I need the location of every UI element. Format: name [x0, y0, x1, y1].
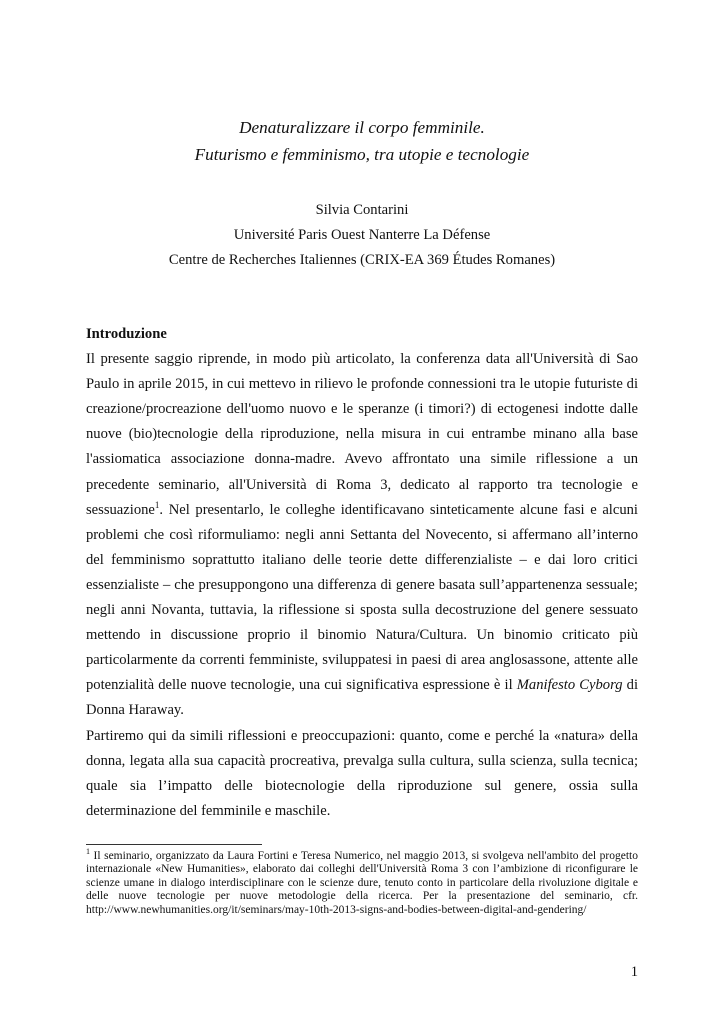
author-university: Université Paris Ouest Nanterre La Défense	[233, 227, 491, 243]
body-text	[86, 322, 638, 824]
footnote-reference: 1	[154, 499, 160, 510]
title-block	[0, 114, 724, 168]
paragraph-1-part-a: Il presente saggio riprende, in modo più articolato, la conferenza data all'Università di Sao Paulo in aprile 2015, in cui mettevo in rilievo le profonde connessioni tra le utopie futuriste di creazione/procreazione dell'uomo nuovo e le speranze (i timori?) di ectogenesi indotte dalle nuove (bio)tecnologie della riproduzione, nella misura in cui entrambe minano alla base l'assiomatica associazione donna-madre. Avevo affrontato una simile riflessione a un precedente seminario, all'Università di Roma 3, dedicato al rapporto tra tecnologie e sessuazione	[86, 351, 638, 518]
section-heading: Introduzione	[86, 326, 167, 342]
author-centre: Centre de Recherches Italiennes (CRIX-EA 369 Études Romanes)	[168, 252, 556, 268]
page-number: 1	[630, 964, 638, 980]
title-line-1: Denaturalizzare il corpo femminile.	[239, 118, 485, 137]
paragraph-1	[86, 347, 638, 723]
footnote-text: Il seminario, organizzato da Laura Fortini e Teresa Numerico, nel maggio 2013, si svolgeva nell'ambito del progetto internazionale «New Humanities», elaborato dai colleghi dell'Università Roma 3 con l’ambizione di riconfigurare le scienze umane in dialogo interdisciplinare con le scienze dure, tenuto conto in particolare della rivoluzione digitale e delle nuove tecnologie per nuove metodologie della ricerca. Per la presentazione del seminario, cfr. http://www.newhumanities.org/it/seminars/may-10th-2013-signs-and-bodies-between-digital-and-gendering/	[86, 850, 638, 916]
footnote-separator	[86, 844, 262, 845]
paragraph-1-part-c: di Donna Haraway.	[86, 677, 638, 719]
footnote-number: 1	[86, 847, 90, 857]
author-name: Silvia Contarini	[315, 202, 409, 218]
paragraph-2: Partiremo qui da simili riflessioni e preoccupazioni: quanto, come e perché la «natura» della donna, legata alla sua capacità procreativa, prevalga sulla cultura, sulla scienza, sulla tecnica; quale sia l’impatto delle biotecnologie della riproduzione sul genere, ossia sulla determinazione del femminile e maschile.	[86, 727, 638, 819]
manifesto-cyborg-title: Manifesto Cyborg	[516, 677, 623, 694]
title-line-2: Futurismo e femminismo, tra utopie e tecnologie	[194, 145, 530, 164]
footnote	[86, 847, 638, 917]
author-block	[0, 198, 724, 273]
paragraph-1-part-b: . Nel presentarlo, le colleghe identificavano sinteticamente alcune fasi e alcuni problemi che così riformuliamo: negli anni Settanta del Novecento, si affermano all’interno del femminismo soprattutto italiano delle teorie dette differenzialiste – e dai loro critici essenzialiste – che presuppongono una differenza di genere basata sull’appartenenza sessuale; negli anni Novanta, tuttavia, la riflessione si sposta sulla decostruzione del genere sessuato mettendo in discussione proprio il binomio Natura/Cultura. Un binomio criticato più particolarmente da correnti femministe, sviluppatesi in paesi di area anglosassone, attente alle potenzialità delle nuove tecnologie, una cui significativa espressione è il	[86, 501, 638, 694]
